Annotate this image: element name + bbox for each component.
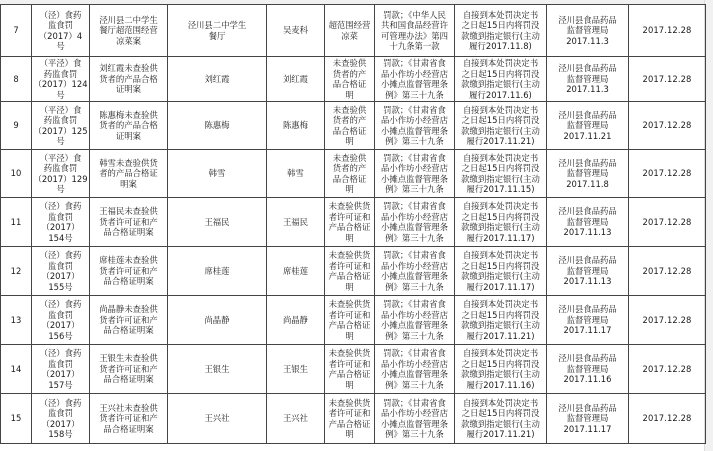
illegal-fact: 未查验供 货者的产 品合格证 明 bbox=[325, 57, 375, 102]
publish-date: 2017.12.28 bbox=[629, 57, 706, 102]
publish-date: 2017.12.28 bbox=[629, 102, 706, 150]
row-number: 12 bbox=[1, 247, 32, 296]
legal-representative: 王银生 bbox=[267, 345, 325, 394]
penalty-basis: 罚款；《中华人民 共和国食品经营许 可管理办法》第四 十九条第一款 bbox=[375, 5, 455, 57]
illegal-fact: 未查验供货 者许可证和 产品合格证 明 bbox=[325, 198, 375, 247]
penalty-basis: 罚款；《甘肃省食 品小作坊小经营店 小摊点监督管理条 例》第三十九条 bbox=[375, 394, 455, 444]
execution-status: 自接到本处罚决定书 之日起15日内将罚没 款缴到指定银行(主动 履行2017.11.15) bbox=[455, 150, 547, 198]
publish-date: 2017.12.28 bbox=[629, 5, 706, 57]
legal-representative: 尚晶静 bbox=[267, 296, 325, 345]
document-number: （平泾）食 药监食罚 （2017）129 号 bbox=[32, 150, 90, 198]
illegal-fact: 未查验供 货者的产 品合格证 明 bbox=[325, 150, 375, 198]
row-number: 15 bbox=[1, 394, 32, 444]
penalty-basis: 罚款；《甘肃省食 品小作坊小经营店 小摊点监督管理条 例》第三十九条 bbox=[375, 102, 455, 150]
decision-authority: 泾川县食品药品 监督管理局 2017.11.17 bbox=[547, 394, 629, 444]
decision-authority: 泾川县食品药品 监督管理局 2017.11.17 bbox=[547, 296, 629, 345]
illegal-fact: 未查验供 货者的产 品合格证 明 bbox=[325, 102, 375, 150]
document-number: （泾）食药 监食罚 （2017） 154号 bbox=[32, 198, 90, 247]
illegal-fact: 未查验供货 者许可证和 产品合格证 明 bbox=[325, 296, 375, 345]
row-number: 8 bbox=[1, 57, 32, 102]
penalty-basis: 罚款；《甘肃省食 品小作坊小经营店 小摊点监督管理条 例》第三十九条 bbox=[375, 198, 455, 247]
legal-representative: 吴麦科 bbox=[267, 5, 325, 57]
publish-date: 2017.12.28 bbox=[629, 198, 706, 247]
decision-authority: 泾川县食品药品 监督管理局 2017.11.13 bbox=[547, 247, 629, 296]
party-name: 王福民 bbox=[168, 198, 267, 247]
case-name: 韩雪未查验供货 者的产品合格证 明案 bbox=[90, 150, 168, 198]
table-row bbox=[1, 57, 706, 102]
case-name: 泾川县二中学生 餐厅超范围经营 凉菜案 bbox=[90, 5, 168, 57]
case-name: 陈惠梅未查验供 货者的产品合格 证明案 bbox=[90, 102, 168, 150]
publish-date: 2017.12.28 bbox=[629, 345, 706, 394]
document-number: （泾）食药 监食罚 （2017） 158号 bbox=[32, 394, 90, 444]
document-number: （泾）食药 监食罚 （2017） 155号 bbox=[32, 247, 90, 296]
document-number: （泾）食药 监食罚 （2017） 156号 bbox=[32, 296, 90, 345]
table-row bbox=[1, 5, 706, 57]
penalty-basis: 罚款；《甘肃省食 品小作坊小经营店 小摊点监督管理条 例》第三十九条 bbox=[375, 345, 455, 394]
table-row bbox=[1, 150, 706, 198]
decision-authority: 泾川县食品药品 监督管理局 2017.11.8 bbox=[547, 150, 629, 198]
party-name: 刘红霞 bbox=[168, 57, 267, 102]
document-number: （泾）食药 监食罚 （2017） 157号 bbox=[32, 345, 90, 394]
illegal-fact: 未查验供货 者许可证和 产品合格证 明 bbox=[325, 247, 375, 296]
execution-status: 自接到本处罚决定书 之日起15日内将罚没 款缴到指定银行(主动 履行2017.11.17) bbox=[455, 198, 547, 247]
document-number: （泾）食药 监食罚 （2017）4 号 bbox=[32, 5, 90, 57]
execution-status: 自接到本处罚决定书 之日起15日内将罚没 款缴到指定银行(主动 履行2017.11.8) bbox=[455, 5, 547, 57]
penalty-table bbox=[0, 4, 706, 444]
decision-authority: 泾川县食品药品 监督管理局 2017.11.16 bbox=[547, 345, 629, 394]
penalty-basis: 罚款；《甘肃省食 品小作坊小经营店 小摊点监督管理条 例》第三十九条 bbox=[375, 296, 455, 345]
legal-representative: 陈惠梅 bbox=[267, 102, 325, 150]
penalty-basis: 罚款；《甘肃省食 品小作坊小经营店 小摊点监督管理条 例》第三十九条 bbox=[375, 247, 455, 296]
document-number: （平泾）食 药监食罚 （2017）124 号 bbox=[33, 58, 88, 100]
table-row bbox=[1, 198, 706, 247]
legal-representative: 韩雪 bbox=[267, 150, 325, 198]
execution-status: 自接到本处罚决定书 之日起15日内将罚没 款缴到指定银行(主动 履行2017.11.21) bbox=[455, 296, 547, 345]
party-name: 韩雪 bbox=[168, 150, 267, 198]
table-row bbox=[1, 247, 706, 296]
party-name: 王银生 bbox=[168, 345, 267, 394]
row-number: 7 bbox=[1, 5, 32, 57]
row-number: 13 bbox=[1, 296, 32, 345]
case-name: 席桂莲未查验供 货者许可证和产 品合格证明案 bbox=[90, 247, 168, 296]
table-row bbox=[1, 345, 706, 394]
row-number: 9 bbox=[1, 102, 32, 150]
execution-status: 自接到本处罚决定书 之日起15日内将罚没 款缴到指定银行(主动 履行2017.11.21) bbox=[455, 394, 547, 444]
decision-authority: 泾川县食品药品 监督管理局 2017.11.3 bbox=[547, 5, 629, 57]
party-name: 泾川县二中学生 餐厅 bbox=[168, 5, 267, 57]
illegal-fact: 超范围经营 凉菜 bbox=[325, 5, 375, 57]
table-row bbox=[1, 394, 706, 444]
legal-representative: 刘红霞 bbox=[267, 57, 325, 102]
row-number: 10 bbox=[1, 150, 32, 198]
execution-status: 自接到本处罚决定书 之日起15日内将罚没 款缴到指定银行(主动 履行2017.11.6) bbox=[455, 57, 547, 102]
execution-status: 自接到本处罚决定书 之日起15日内将罚没 款缴到指定银行(主动 履行2017.11.17) bbox=[455, 247, 547, 296]
legal-representative: 席桂莲 bbox=[267, 247, 325, 296]
case-name: 王兴社未查验供 货者许可证和产 品合格证明案 bbox=[90, 394, 168, 444]
publish-date: 2017.12.28 bbox=[629, 247, 706, 296]
case-name: 尚晶静未查验供 货者许可证和产 品合格证明案 bbox=[90, 296, 168, 345]
table-row bbox=[1, 102, 706, 150]
decision-authority: 泾川县食品药品 监督管理局 2017.11.21 bbox=[547, 102, 629, 150]
document-number: （平泾）食 药监食罚 （2017）125 号 bbox=[32, 102, 90, 150]
publish-date: 2017.12.28 bbox=[629, 394, 706, 444]
case-name: 刘红霞未查验供 货者的产品合格 证明案 bbox=[90, 57, 168, 102]
decision-authority: 泾川县食品药品 监督管理局 2017.11.3 bbox=[547, 57, 629, 102]
penalty-basis: 罚款；《甘肃省食 品小作坊小经营店 小摊点监督管理条 例》第三十九条 bbox=[375, 57, 455, 102]
illegal-fact: 未查验供货 者许可证和 产品合格证 明 bbox=[325, 394, 375, 444]
table-row bbox=[1, 296, 706, 345]
illegal-fact: 未查验供货 者许可证和 产品合格证 明 bbox=[325, 345, 375, 394]
legal-representative: 王福民 bbox=[267, 198, 325, 247]
row-number: 14 bbox=[1, 345, 32, 394]
execution-status: 自接到本处罚决定书 之日起15日内将罚没 款缴到指定银行(主动 履行2017.11.16) bbox=[455, 345, 547, 394]
party-name: 陈惠梅 bbox=[168, 102, 267, 150]
case-name: 王银生未查验供 货者许可证和产 品合格证明案 bbox=[90, 345, 168, 394]
publish-date: 2017.12.28 bbox=[629, 296, 706, 345]
case-name: 王福民未查验供 货者许可证和产 品合格证明案 bbox=[90, 198, 168, 247]
row-number: 11 bbox=[1, 198, 32, 247]
decision-authority: 泾川县食品药品 监督管理局 2017.11.13 bbox=[547, 198, 629, 247]
publish-date: 2017.12.28 bbox=[629, 150, 706, 198]
party-name: 王兴社 bbox=[168, 394, 267, 444]
execution-status: 自接到本处罚决定书 之日起15日内将罚没 款缴到指定银行(主动 履行2017.11.21) bbox=[455, 102, 547, 150]
party-name: 席桂莲 bbox=[168, 247, 267, 296]
party-name: 尚晶静 bbox=[168, 296, 267, 345]
legal-representative: 王兴社 bbox=[267, 394, 325, 444]
penalty-basis: 罚款；《甘肃省食 品小作坊小经营店 小摊点监督管理条 例》第三十九条 bbox=[375, 150, 455, 198]
